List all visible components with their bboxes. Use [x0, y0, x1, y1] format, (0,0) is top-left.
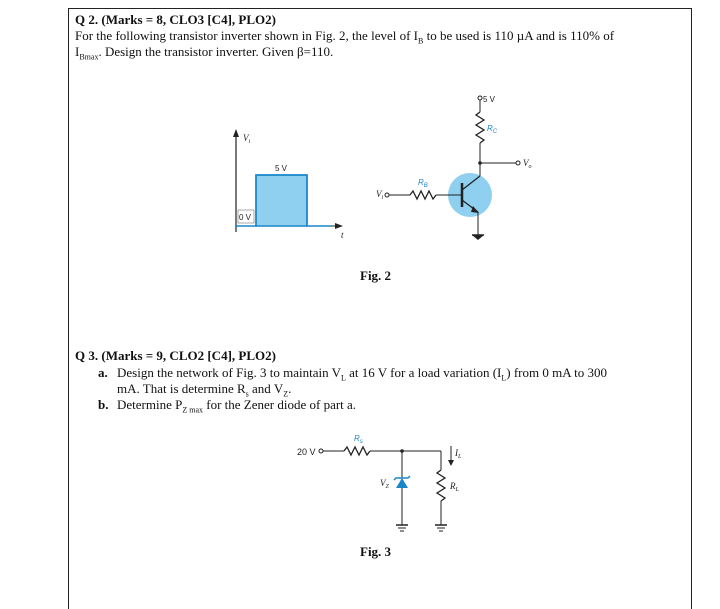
vo-label: $V_o$ — [523, 158, 532, 170]
zener-diode — [396, 478, 408, 488]
resistor-rs — [344, 447, 370, 455]
q3-a-line2: mA. That is determine $R_s$ and $V_Z$. — [117, 381, 292, 399]
plot-x-label: t — [341, 230, 344, 240]
supply-label: 5 V — [483, 95, 496, 104]
resistor-rl — [437, 470, 445, 501]
vi-label: $V_i$ — [376, 189, 384, 201]
plot-y-label: $V_i$ — [243, 133, 251, 145]
rb-label: $R_B$ — [418, 178, 428, 189]
rs-label: $R_s$ — [354, 434, 363, 445]
q3-a-label: a. — [98, 365, 108, 380]
q2-heading: Q 2. (Marks = 8, CLO3 [C4], PLO2) — [75, 12, 276, 27]
q3-a-line1: Design the network of Fig. 3 to maintain $V_L$ at 16 V for a load variation $(I_L)$ from 0 mA to 300 — [117, 365, 607, 383]
source-label: 20 V — [297, 447, 316, 457]
fig3-caption: Fig. 3 — [360, 544, 392, 559]
il-label: $I_L$ — [455, 448, 462, 460]
q3-heading: Q 3. (Marks = 9, CLO2 [C4], PLO2) — [75, 348, 276, 363]
plot-low-label: 0 V — [239, 213, 252, 222]
vz-label: $V_Z$ — [380, 478, 389, 490]
fig2-caption: Fig. 2 — [360, 268, 392, 283]
plot-high-label: 5 V — [275, 164, 288, 173]
q2-text-line2: $I_{Bmax}$. Design the transistor inverter. Given β=110. — [75, 44, 334, 62]
q3-b-line: Determine $P_{Z max}$ for the Zener diode of part a. — [117, 397, 357, 415]
rl-label: $R_L$ — [450, 481, 459, 493]
q2-text-line1: For the following transistor inverter shown in Fig. 2, the level of $I_B$ to be used is 110 µA and is 110% of — [75, 28, 615, 46]
rc-label: $R_C$ — [487, 124, 498, 135]
q3-b-label: b. — [98, 397, 109, 412]
